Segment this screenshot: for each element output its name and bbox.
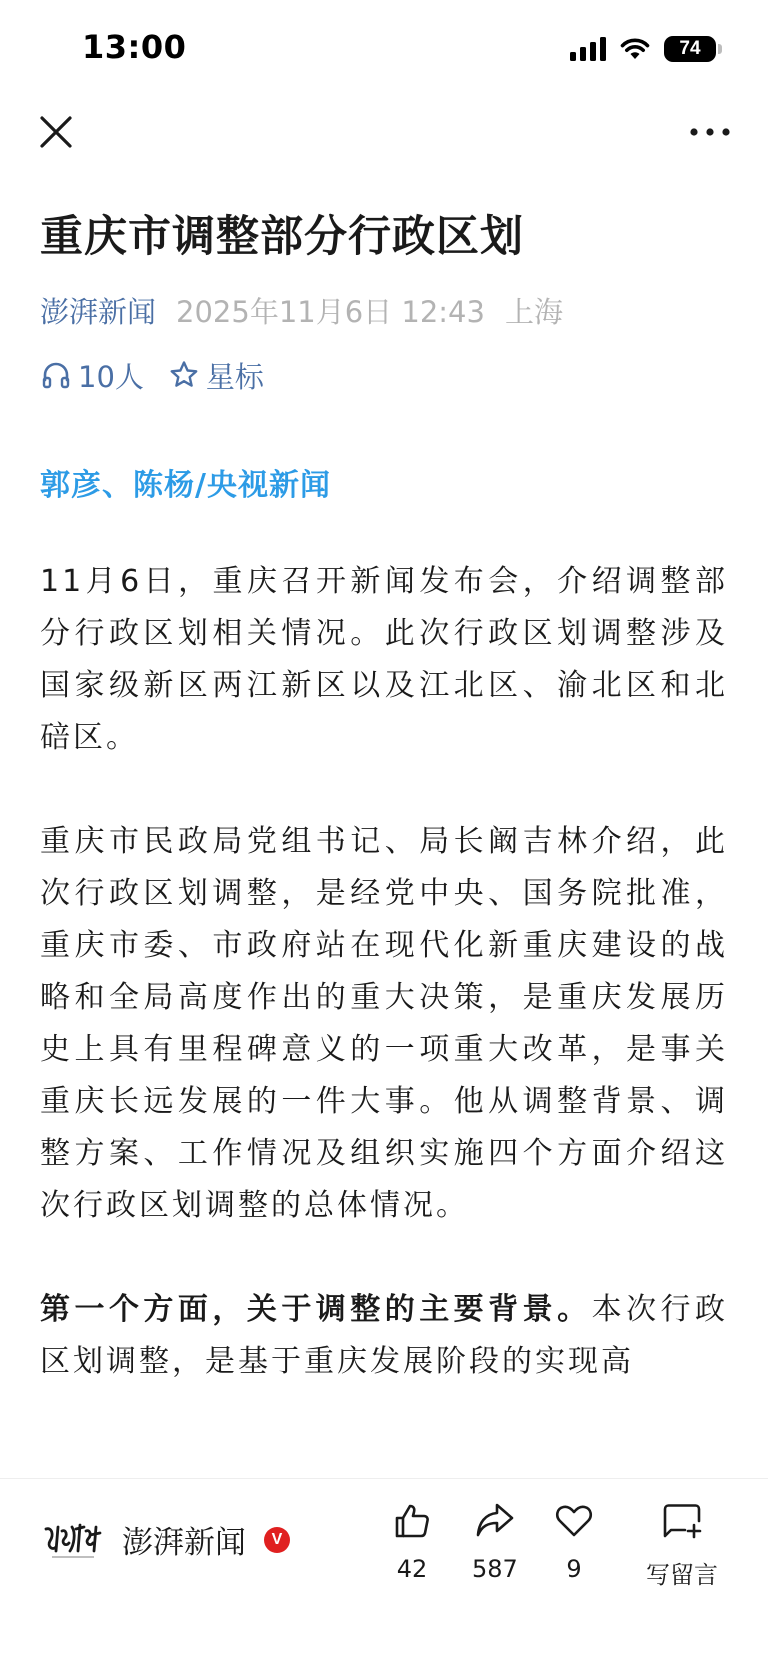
battery-icon: [664, 36, 716, 62]
status-icons: [570, 36, 716, 62]
listener-count: 10人: [78, 359, 144, 394]
article-actions: [40, 355, 728, 396]
battery-level: 74: [679, 38, 701, 59]
share-icon: [475, 1501, 515, 1541]
cellular-signal-icon: [570, 37, 606, 61]
more-horizontal-icon[interactable]: [688, 122, 732, 142]
article-title: 重庆市调整部分行政区划: [40, 212, 524, 262]
thepaper-logo-icon[interactable]: [42, 1521, 104, 1561]
nav-bar: [0, 100, 768, 172]
bottom-bar: [0, 1478, 768, 1663]
publish-location: 上海: [504, 294, 563, 329]
byline[interactable]: 郭彦、陈杨/央视新闻: [40, 467, 331, 503]
favorite-count: 9: [566, 1555, 582, 1583]
paragraph-3: [40, 1284, 728, 1388]
paragraph-3-heading: 第一个方面，关于调整的主要背景。: [40, 1291, 592, 1327]
share-count: 587: [472, 1555, 518, 1583]
star-button[interactable]: [168, 355, 264, 396]
source-link[interactable]: 澎湃新闻: [40, 294, 157, 329]
write-comment-label: 写留言: [646, 1561, 718, 1589]
close-icon[interactable]: [36, 112, 76, 152]
listen-button[interactable]: [40, 355, 144, 396]
paragraph-2: 重庆市民政局党组书记、局长阚吉林介绍，此次行政区划调整，是经党中央、国务院批准，重庆市委、市政府站在现代化新重庆建设的战略和全局高度作出的重大决策，是重庆发展历史上具有里程碑意义的一项重大改革，是事关重庆长远发展的一件大事。他从调整背景、调整方案、工作情况及组织实施四个方面介绍这次行政区划调整的总体情况。: [40, 823, 728, 1223]
heart-icon: [554, 1501, 594, 1541]
like-count: 42: [396, 1555, 428, 1583]
favorite-button[interactable]: [554, 1501, 594, 1583]
star-label: 星标: [205, 359, 264, 394]
verified-badge-icon: V: [264, 1527, 290, 1553]
share-button[interactable]: [472, 1501, 518, 1583]
headphones-icon: [40, 359, 72, 391]
status-time: 13:00: [82, 28, 187, 66]
write-comment-button[interactable]: [646, 1501, 718, 1590]
wifi-icon: [620, 37, 650, 61]
star-icon: [168, 359, 200, 391]
paragraph-3-text: 本次行政区划调整，是基于重庆发展阶段的实现高: [40, 1291, 729, 1379]
status-bar: [0, 0, 768, 100]
account-name[interactable]: 澎湃新闻: [122, 1525, 246, 1561]
comment-add-icon: [661, 1501, 703, 1541]
article: [40, 210, 728, 1388]
publish-date: 2025年11月6日 12:43: [176, 294, 485, 329]
like-button[interactable]: [392, 1501, 432, 1583]
thumbs-up-icon: [392, 1501, 432, 1541]
paragraph-1: 11月6日，重庆召开新闻发布会，介绍调整部分行政区划相关情况。此次行政区划调整涉及国家级新区两江新区以及江北区、渝北区和北碚区。: [40, 563, 728, 755]
article-meta: [40, 290, 728, 331]
